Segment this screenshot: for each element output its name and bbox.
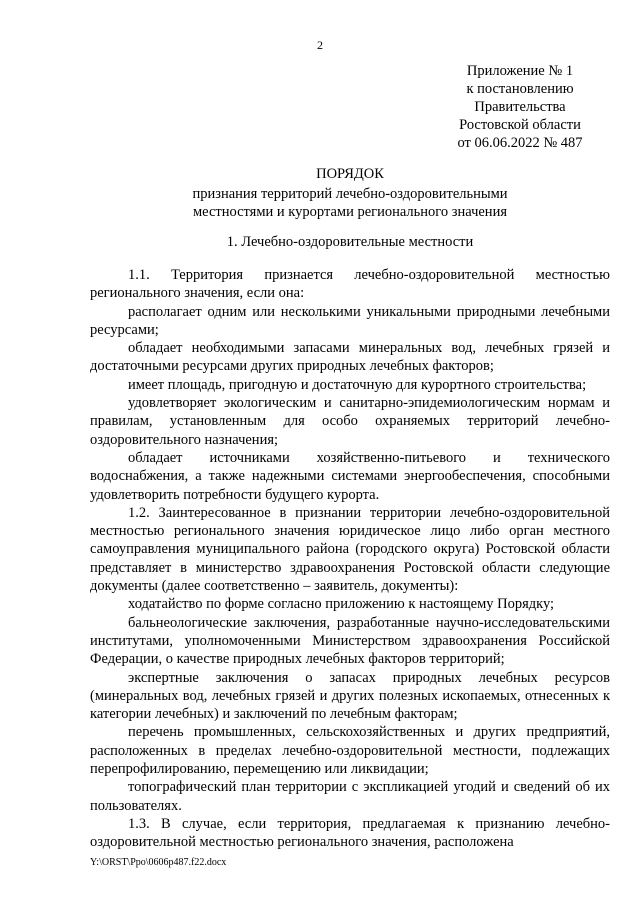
- paragraph: экспертные заключения о запасах природных лечебных ресурсов (минеральных вод, лечебных грязей и других полезных ископаемых, отнесенных к категории лечебных) и заключений по лечебным факторам;: [90, 669, 610, 723]
- document-title: ПОРЯДОК: [316, 166, 384, 182]
- document-subtitle-line: местностями и курортами регионального значения: [192, 204, 507, 220]
- document-title-block: [90, 165, 610, 221]
- paragraph: обладает источниками хозяйственно-питьевого и технического водоснабжения, а также надежными системами энергообеспечения, способными удовлетворить потребности будущего курорта.: [90, 449, 610, 503]
- appendix-line: от 06.06.2022 № 487: [457, 135, 583, 151]
- appendix-line: Правительства: [474, 99, 566, 115]
- paragraph: удовлетворяет экологическим и санитарно-эпидемиологическим нормам и правилам, установленным для особо охраняемых территорий лечебно-оздоровительного назначения;: [90, 395, 610, 448]
- paragraph: бальнеологические заключения, разработанные научно-исследовательскими институтами, уполномоченными Министерством здравоохранения Российской Федерации, о качестве природных лечебных факторов территорий;: [90, 614, 610, 668]
- paragraph: топографический план территории с экспликацией угодий и сведений об их пользователях.: [90, 779, 610, 814]
- paragraph: ходатайство по форме согласно приложению к настоящему Порядку;: [128, 596, 555, 613]
- appendix-line: к постановлению: [466, 81, 574, 97]
- paragraph: 1.1. Территория признается лечебно-оздоровительной местностью регионального значения, если она:: [90, 267, 610, 302]
- paragraph: 1.2. Заинтересованное в признании территории лечебно-оздоровительной местностью регионального значения юридическое лицо либо орган местного самоуправления муниципального района (городского округа) Ростовской области представляет в министерство здравоохранения Ростовской области следующие документы (далее соответственно – заявитель, документы):: [90, 504, 610, 595]
- appendix-line: Ростовской области: [459, 117, 581, 133]
- document-subtitle-line: признания территорий лечебно-оздоровительными: [192, 186, 508, 202]
- paragraph: 1.3. В случае, если территория, предлагаемая к признанию лечебно-оздоровительной местностью регионального значения, расположена: [90, 815, 610, 851]
- file-path-footer: Y:\ORST\Ppo\0606p487.f22.docx: [90, 857, 227, 868]
- appendix-block: [440, 62, 600, 152]
- document-body: [90, 266, 610, 852]
- paragraph: располагает одним или несколькими уникальными природными лечебными ресурсами;: [90, 303, 610, 338]
- page-number: 2: [317, 38, 323, 52]
- paragraph: имеет площадь, пригодную и достаточную для курортного строительства;: [128, 376, 587, 393]
- section-heading: 1. Лечебно-оздоровительные местности: [226, 234, 474, 250]
- paragraph: обладает необходимыми запасами минеральных вод, лечебных грязей и достаточными ресурсами других природных лечебных факторов;: [90, 340, 610, 375]
- appendix-line: Приложение № 1: [466, 63, 574, 79]
- paragraph: перечень промышленных, сельскохозяйственных и других предприятий, расположенных в пределах лечебно-оздоровительной местности, подлежащих перепрофилированию, перемещению или ликвидации;: [90, 724, 610, 778]
